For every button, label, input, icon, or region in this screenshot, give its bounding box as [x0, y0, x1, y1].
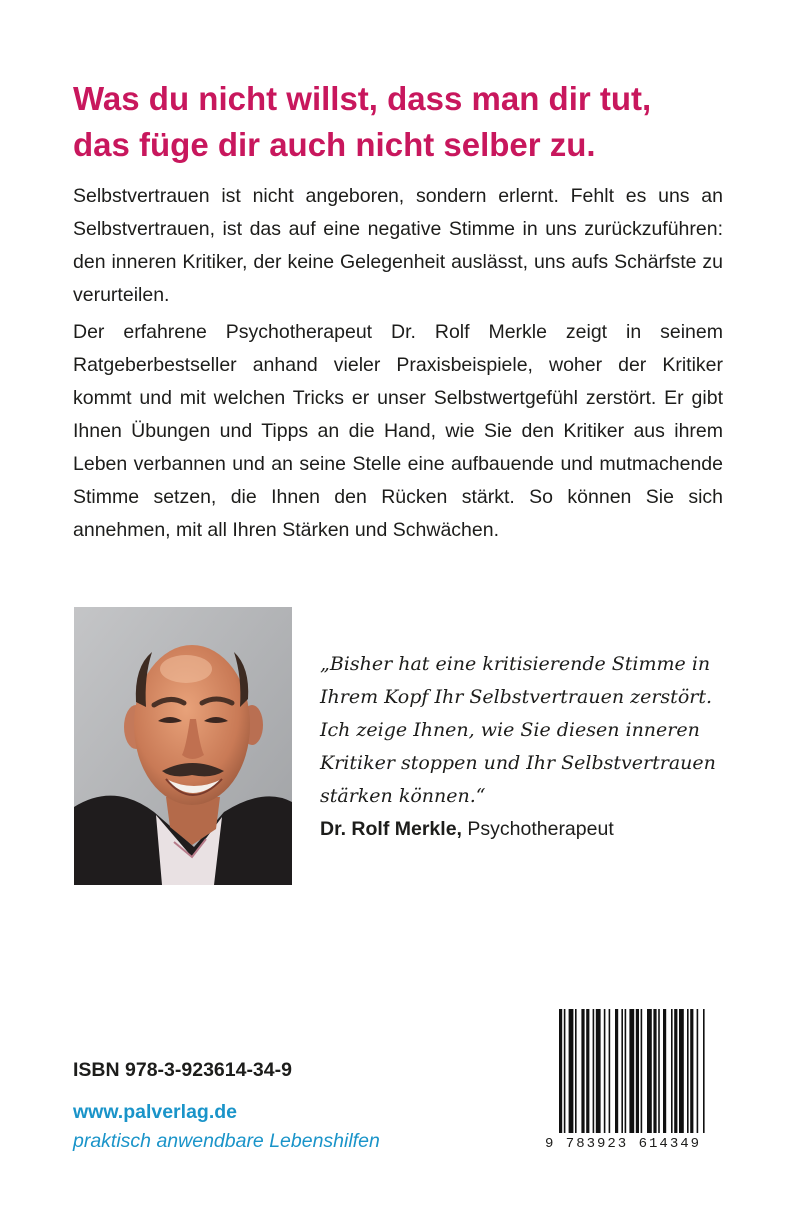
- isbn: ISBN 978-3-923614-34-9: [73, 1059, 292, 1081]
- barcode-bar: [636, 1009, 639, 1133]
- description-paragraph: Der erfahrene Psychotherapeut Dr. Rolf Merkle zeigt in seinem Ratgeberbestseller anhand vieler Praxisbeispiele, woher der Kritiker kommt und mit welchen Tricks er unser Selbstwertgefühl zerstört. Er gibt Ihnen Übungen und Tipps an die Hand, wie Sie den Kritiker aus ihrem Leben verbannen und an seine Stelle eine aufbauende und mutmachende Stimme setzen, die Ihnen den Rücken stärkt. So können Sie sich annehmen, mit all Ihren Stärken und Schwächen.: [73, 321, 723, 541]
- author-portrait: [74, 607, 292, 885]
- author-name: Dr. Rolf Merkle,: [320, 818, 462, 840]
- barcode-bar: [690, 1009, 693, 1133]
- barcode-bar: [604, 1009, 606, 1133]
- barcode-bar: [581, 1009, 584, 1133]
- barcode-bar: [647, 1009, 652, 1133]
- publisher-website-link[interactable]: www.palverlag.de: [73, 1101, 237, 1123]
- headline-line-1: Was du nicht willst, dass man dir tut,: [73, 80, 652, 117]
- quote-line: stärken können.“: [320, 785, 486, 807]
- barcode-bar: [671, 1009, 673, 1133]
- barcode-bar: [674, 1009, 677, 1133]
- intro-paragraph: Selbstvertrauen ist nicht angeboren, sondern erlernt. Fehlt es uns an Selbstvertrauen, ist das auf eine negative Stimme in uns zurückzuführen: den inneren Kritiker, der keine Gelegenheit auslässt, uns aufs Schärfste zu verurteilen.: [73, 185, 723, 306]
- barcode-bar: [641, 1009, 643, 1133]
- barcode-bar: [658, 1009, 660, 1133]
- quote-line: „Bisher hat eine kritisierende Stimme in: [320, 653, 711, 675]
- barcode-bar: [596, 1009, 601, 1133]
- barcode-bar: [625, 1009, 627, 1133]
- barcode-bar: [593, 1009, 595, 1133]
- barcode-digits: 9 783923 614349: [545, 1136, 702, 1152]
- quote-line: Ihrem Kopf Ihr Selbstvertrauen zerstört.: [320, 686, 713, 708]
- barcode-bar: [615, 1009, 618, 1133]
- barcode-bar: [609, 1009, 611, 1133]
- barcode-bar: [629, 1009, 634, 1133]
- barcode-bar: [697, 1009, 699, 1133]
- barcode-bar: [679, 1009, 684, 1133]
- author-role: Psychotherapeut: [461, 818, 614, 840]
- barcode-bar: [621, 1009, 623, 1133]
- barcode-bar: [586, 1009, 589, 1133]
- publisher-tagline: praktisch anwendbare Lebenshilfen: [73, 1130, 380, 1152]
- barcode-bar: [559, 1009, 562, 1133]
- barcode-bar: [564, 1009, 566, 1133]
- barcode-bar: [575, 1009, 577, 1133]
- quote-line: Ich zeige Ihnen, wie Sie diesen inneren: [320, 719, 700, 741]
- barcode-bars: [545, 1009, 725, 1133]
- quote-line: Kritiker stoppen und Ihr Selbstvertrauen: [320, 752, 716, 774]
- barcode-bar: [653, 1009, 656, 1133]
- quote-attribution: [320, 814, 740, 844]
- barcode-bar: [569, 1009, 574, 1133]
- author-portrait-illustration: [74, 607, 292, 885]
- headline: [73, 76, 753, 168]
- barcode-bar: [663, 1009, 666, 1133]
- barcode-bar: [703, 1009, 705, 1133]
- author-quote: [320, 648, 740, 813]
- barcode-bar: [687, 1009, 689, 1133]
- headline-line-2: das füge dir auch nicht selber zu.: [73, 126, 596, 163]
